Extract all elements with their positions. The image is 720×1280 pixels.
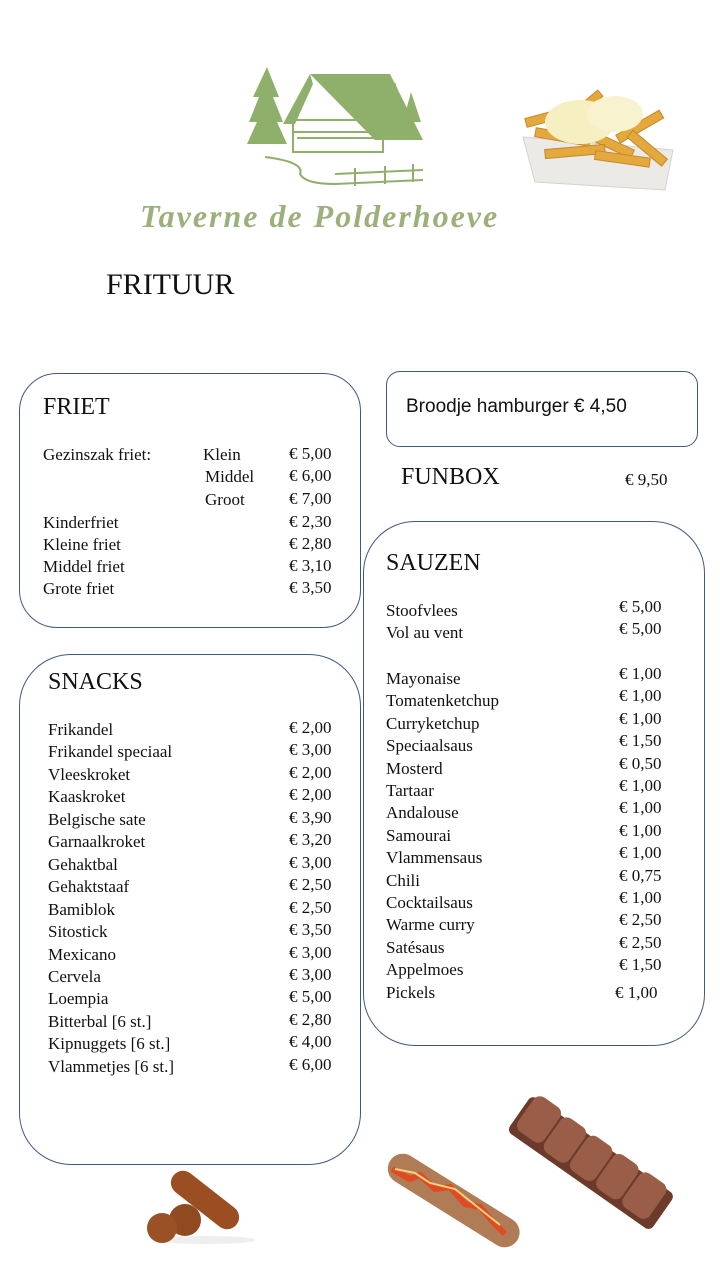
sauce-price: € 1,50	[619, 955, 662, 975]
sauce-name: Cocktailsaus	[386, 893, 473, 912]
gezinszak-label: Gezinszak friet:	[43, 445, 152, 464]
gezinszak-size: Groot	[205, 490, 245, 509]
menu-item-price: € 2,50	[289, 897, 332, 917]
menu-item-name: Kipnuggets [6 st.]	[48, 1034, 171, 1054]
funbox-title: FUNBOX	[401, 464, 500, 490]
sauce-name: Appelmoes	[386, 960, 464, 980]
menu-item-price: € 6,00	[289, 1054, 332, 1074]
menu-item-name: Gehaktbal	[48, 854, 118, 874]
fries-with-mayo-icon	[515, 82, 685, 197]
sauce-price: € 1,00	[619, 820, 662, 840]
funbox-price: € 9,50	[625, 470, 668, 489]
sauce-price: € 1,00	[619, 888, 662, 907]
menu-item-name: Sitostick	[48, 922, 108, 942]
sauce-price: € 5,00	[619, 597, 662, 616]
sauce-price: € 1,00	[619, 686, 662, 706]
menu-item-name: Kleine friet	[43, 535, 121, 554]
gezinszak-size: Middel	[205, 467, 255, 486]
gezinszak-price: € 7,00	[289, 489, 332, 508]
sauce-price: € 1,00	[615, 982, 658, 1002]
menu-item-name: Loempia	[48, 989, 109, 1009]
sauce-name: Tartaar	[386, 781, 434, 800]
menu-item-price: € 3,00	[289, 740, 332, 760]
menu-item-price: € 3,50	[289, 578, 332, 597]
logo	[245, 62, 425, 192]
sauce-price: € 1,00	[619, 664, 662, 683]
sauzen-title: SAUZEN	[386, 550, 481, 576]
menu-item-price: € 3,00	[289, 852, 332, 872]
sauce-name: Stoofvlees	[386, 601, 458, 620]
sauce-name: Tomatenketchup	[386, 691, 500, 711]
menu-item-name: Middel friet	[43, 557, 125, 576]
menu-item-price: € 3,00	[289, 942, 332, 962]
hamburger-label: Broodje hamburger € 4,50	[406, 396, 627, 417]
menu-item-price: € 3,90	[289, 807, 332, 827]
menu-item-price: € 5,00	[289, 987, 332, 1007]
gehaktstaaf-image	[505, 1095, 675, 1230]
sauce-name: Vlammensaus	[386, 848, 483, 868]
sauce-name: Mayonaise	[386, 669, 461, 688]
menu-item-price: € 3,10	[289, 556, 332, 575]
sauce-name: Speciaalsaus	[386, 736, 473, 756]
menu-item-name: Kinderfriet	[43, 513, 119, 532]
friet-title: FRIET	[43, 394, 110, 420]
kroket-icon	[140, 1170, 260, 1245]
frikandel-speciaal-icon	[380, 1145, 520, 1250]
sauce-name: Pickels	[386, 982, 436, 1002]
gezinszak-size: Klein	[203, 445, 241, 464]
sauce-price: € 1,00	[619, 843, 662, 863]
frikandel-speciaal-image	[380, 1145, 520, 1250]
menu-item-price: € 2,80	[289, 1009, 332, 1029]
sauce-price: € 1,50	[619, 731, 662, 751]
menu-item-price: € 2,80	[289, 534, 332, 553]
menu-item-price: € 2,30	[289, 512, 332, 531]
menu-item-name: Mexicano	[48, 944, 116, 964]
menu-item-price: € 3,00	[289, 964, 332, 984]
farmhouse-logo-icon	[245, 62, 425, 192]
menu-item-name: Belgische sate	[48, 809, 146, 829]
menu-item-price: € 3,20	[289, 830, 332, 850]
menu-item-price: € 2,00	[289, 718, 332, 737]
menu-item-name: Vleeskroket	[48, 764, 131, 784]
sauce-name: Vol au vent	[386, 623, 464, 642]
menu-item-name: Kaaskroket	[48, 787, 126, 807]
menu-item-name: Grote friet	[43, 579, 115, 598]
menu-item-name: Vlammetjes [6 st.]	[48, 1056, 175, 1076]
brand-name: Taverne de Polderhoeve	[140, 198, 500, 234]
sauce-name: Warme curry	[386, 915, 475, 935]
menu-item-name: Frikandel	[48, 720, 114, 739]
sauce-price: € 0,75	[619, 865, 662, 885]
menu-item-name: Bamiblok	[48, 899, 116, 919]
menu-item-name: Cervela	[48, 966, 101, 986]
menu-item-price: € 2,50	[289, 875, 332, 895]
sauce-price: € 2,50	[619, 932, 662, 952]
gezinszak-price: € 6,00	[289, 466, 332, 485]
gehaktstaaf-icon	[505, 1095, 675, 1230]
sauce-price: € 1,00	[619, 776, 662, 795]
sauce-name: Andalouse	[386, 803, 459, 823]
sauce-name: Curryketchup	[386, 713, 480, 733]
menu-item-name: Frikandel speciaal	[48, 742, 173, 762]
sauce-price: € 2,50	[619, 910, 662, 930]
sauce-name: Satésaus	[386, 937, 445, 957]
fries-image	[515, 82, 685, 197]
kroket-image	[140, 1170, 260, 1245]
menu-item-price: € 2,00	[289, 762, 332, 782]
sauce-price: € 1,00	[619, 708, 662, 728]
gezinszak-price: € 5,00	[289, 444, 332, 463]
sauce-name: Samourai	[386, 825, 452, 845]
page-title: FRITUUR	[106, 268, 235, 301]
sauce-price: € 1,00	[619, 798, 662, 818]
menu-item-name: Gehaktstaaf	[48, 877, 130, 897]
sauce-price: € 0,50	[619, 753, 662, 773]
sauce-price: € 5,00	[619, 619, 662, 638]
menu-item-name: Garnaalkroket	[48, 832, 146, 852]
menu-item-price: € 3,50	[289, 920, 332, 940]
menu-item-price: € 4,00	[289, 1032, 332, 1052]
sauce-name: Mosterd	[386, 758, 443, 778]
sauce-name: Chili	[386, 870, 421, 890]
snacks-title: SNACKS	[48, 669, 143, 695]
menu-item-price: € 2,00	[289, 785, 332, 805]
menu-item-name: Bitterbal [6 st.]	[48, 1011, 152, 1031]
